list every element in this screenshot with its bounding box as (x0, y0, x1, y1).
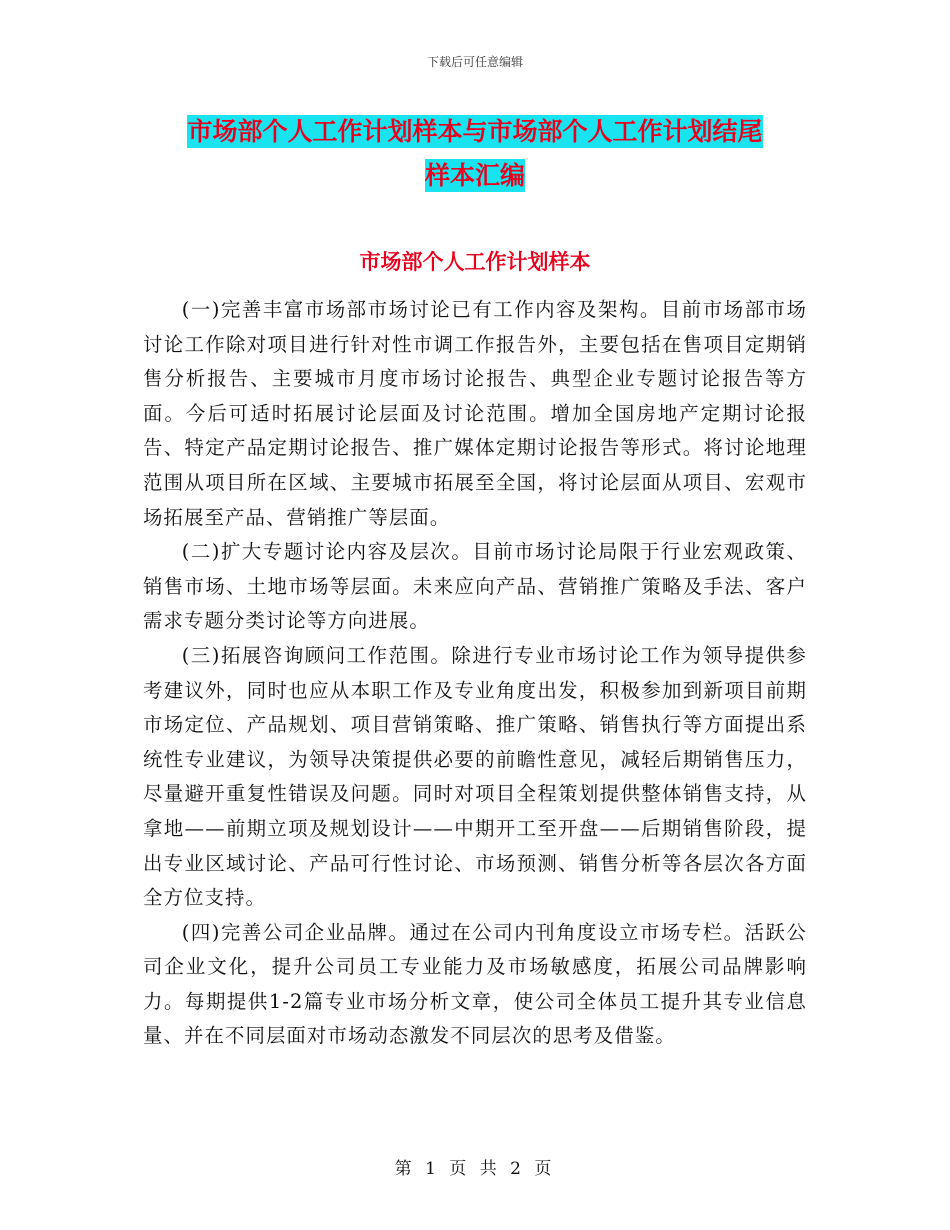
page-number-footer: 第 1 页 共 2 页 (394, 1159, 556, 1179)
title-line-1: 市场部个人工作计划样本与市场部个人工作计划结尾 (187, 117, 763, 146)
paragraph-1: (一)完善丰富市场部市场讨论已有工作内容及架构。目前市场部市场讨论工作除对项目进行针对性市调工作报告外，主要包括在售项目定期销售分析报告、主要城市月度市场讨论报告、典型企业专题讨论报告等方面。今后可适时拓展讨论层面及讨论范围。增加全国房地产定期讨论报告、特定产品定期讨论报告、推广媒体定期讨论报告等形式。将讨论地理范围从项目所在区域、主要城市拓展至全国，将讨论层面从项目、宏观市场拓展至产品、营销推广等层面。 (143, 298, 807, 529)
paragraph-3: (三)拓展咨询顾问工作范围。除进行专业市场讨论工作为领导提供参考建议外，同时也应从本职工作及专业角度出发，积极参加到新项目前期市场定位、产品规划、项目营销策略、推广策略、销售执行等方面提出系统性专业建议，为领导决策提供必要的前瞻性意见，减轻后期销售压力，尽量避开重复性错误及问题。同时对项目全程策划提供整体销售支持，从拿地——前期立项及规划设计——中期开工至开盘——后期销售阶段，提出专业区域讨论、产品可行性讨论、市场预测、销售分析等各层次各方面全方位支持。 (143, 643, 807, 910)
section-title: 市场部个人工作计划样本 (359, 250, 591, 274)
paragraph-4: (四)完善公司企业品牌。通过在公司内刊角度设立市场专栏。活跃公司企业文化，提升公司员工专业能力及市场敏感度，拓展公司品牌影响力。每期提供1-2篇专业市场分析文章，使公司全体员工提升其专业信息量、并在不同层面对市场动态激发不同层次的思考及借鉴。 (143, 920, 807, 1048)
title-line-2: 样本汇编 (424, 161, 525, 190)
body-text (143, 293, 807, 1054)
paragraph-2: (二)扩大专题讨论内容及层次。目前市场讨论局限于行业宏观政策、销售市场、土地市场等层面。未来应向产品、营销推广策略及手法、客户需求专题分类讨论等方向进展。 (143, 540, 807, 633)
document-title (0, 110, 950, 198)
page-header-note: 下载后可任意编辑 (426, 55, 523, 69)
